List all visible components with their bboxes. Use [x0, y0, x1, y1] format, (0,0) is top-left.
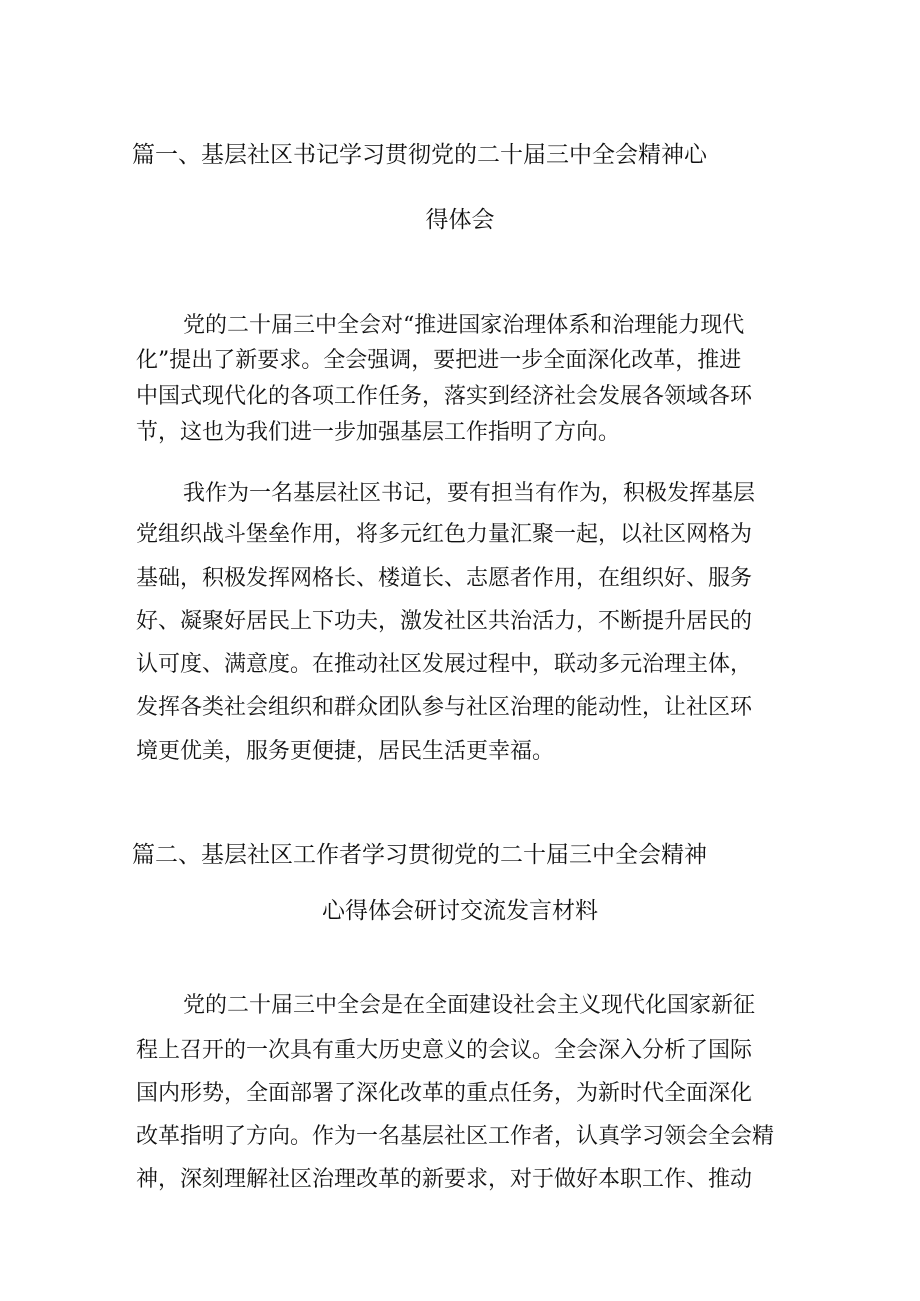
- paragraph-line: 神，深刻理解社区治理改革的新要求，对于做好本职工作、推动: [136, 1167, 753, 1192]
- paragraph-line: 国内形势，全面部署了深化改革的重点任务，为新时代全面深化: [136, 1081, 753, 1106]
- paragraph-line: 我作为一名基层社区书记，要有担当有作为，积极发挥基层: [183, 481, 756, 506]
- paragraph-line: 境更优美，服务更便捷，居民生活更幸福。: [136, 739, 555, 764]
- paragraph-line: 化”提出了新要求。全会强调，要把进一步全面深化改革，推进: [136, 348, 742, 373]
- section2-title-line2: 心得体会研讨交流发言材料: [322, 898, 598, 924]
- paragraph-line: 中国式现代化的各项工作任务，落实到经济社会发展各领域各环: [136, 384, 753, 409]
- paragraph-line: 节，这也为我们进一步加强基层工作指明了方向。: [136, 420, 621, 445]
- paragraph-line: 认可度、满意度。在推动社区发展过程中，联动多元治理主体，: [136, 652, 753, 677]
- paragraph-line: 程上召开的一次具有重大历史意义的会议。全会深入分析了国际: [136, 1038, 753, 1063]
- section1-title-line1: 篇一、基层社区书记学习贯彻党的二十届三中全会精神心: [132, 142, 707, 168]
- paragraph-line: 党的二十届三中全会对“推进国家治理体系和治理能力现代: [183, 313, 745, 338]
- section1-title-line2: 得体会: [425, 207, 495, 233]
- paragraph-line: 发挥各类社会组织和群众团队参与社区治理的能动性，让社区环: [136, 695, 753, 720]
- paragraph-line: 基础，积极发挥网格长、楼道长、志愿者作用，在组织好、服务: [136, 566, 753, 591]
- paragraph-line: 党的二十届三中全会是在全面建设社会主义现代化国家新征: [183, 993, 756, 1018]
- paragraph-line: 好、凝聚好居民上下功夫，激发社区共治活力，不断提升居民的: [136, 609, 753, 634]
- paragraph-line: 党组织战斗堡垒作用，将多元红色力量汇聚一起，以社区网格为: [136, 522, 753, 547]
- paragraph-line: 改革指明了方向。作为一名基层社区工作者，认真学习领会全会精: [136, 1124, 775, 1149]
- section2-title-line1: 篇二、基层社区工作者学习贯彻党的二十届三中全会精神: [132, 842, 707, 868]
